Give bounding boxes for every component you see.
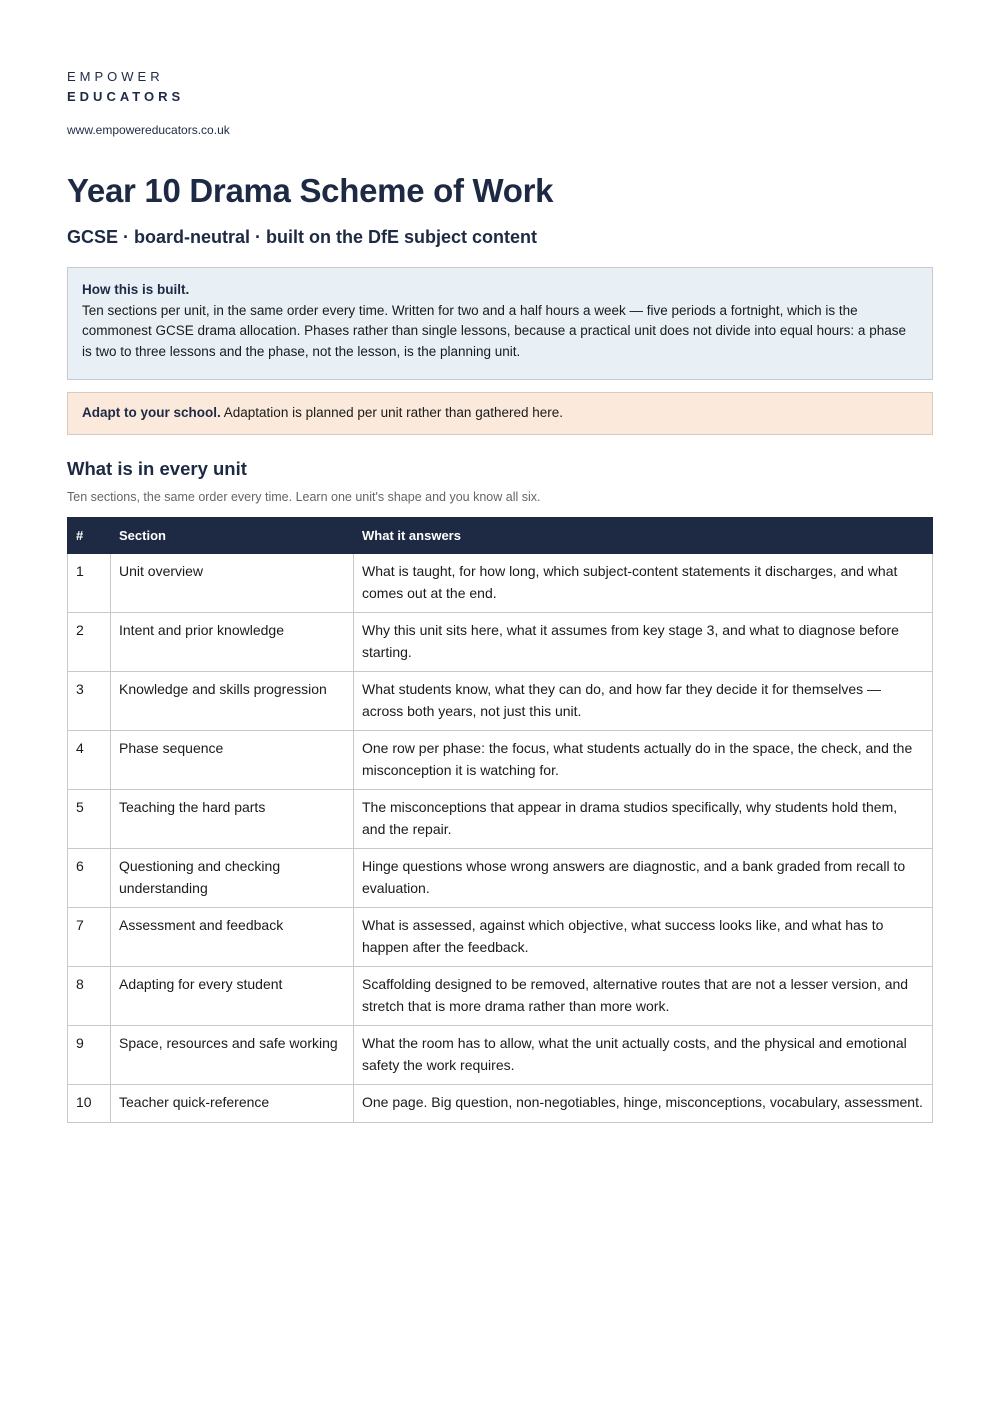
row-answers-cell: Why this unit sits here, what it assumes from key stage 3, and what to diagnose before starting. [354, 613, 933, 672]
brand-line2: EDUCATORS [67, 89, 185, 104]
row-section-cell: Questioning and checking understanding [111, 849, 354, 908]
adapt-box [67, 392, 933, 435]
table-row [68, 731, 933, 790]
table-row [68, 554, 933, 613]
every-unit-note: Ten sections, the same order every time. Learn one unit's shape and you know all six. [67, 490, 541, 504]
row-number-cell: 6 [68, 849, 111, 908]
row-section-cell: Phase sequence [111, 731, 354, 790]
row-number-cell: 4 [68, 731, 111, 790]
row-number-cell: 1 [68, 554, 111, 613]
row-number-cell: 3 [68, 672, 111, 731]
table-header-row [68, 518, 933, 554]
row-number-cell: 8 [68, 967, 111, 1026]
table-row [68, 613, 933, 672]
table-row [68, 908, 933, 967]
row-answers-cell: What is taught, for how long, which subject-content statements it discharges, and what comes out at the end. [354, 554, 933, 613]
row-answers-cell: What students know, what they can do, and how far they decide it for themselves — across both years, not just this unit. [354, 672, 933, 731]
row-section-cell: Teaching the hard parts [111, 790, 354, 849]
how-built-body: Ten sections per unit, in the same order every time. Written for two and a half hours a week — five periods a fortnight, which is the commonest GCSE drama allocation. Phases rather than single lessons, because a practical unit does not divide into equal hours: a phase is two to three lessons and the phase, not the lesson, is the planning unit. [82, 302, 906, 359]
column-header-section: Section [111, 518, 354, 554]
table-row [68, 1085, 933, 1123]
table-row [68, 672, 933, 731]
page-title: Year 10 Drama Scheme of Work [67, 172, 554, 209]
row-number-cell: 9 [68, 1026, 111, 1085]
row-section-cell: Knowledge and skills progression [111, 672, 354, 731]
row-answers-cell: Scaffolding designed to be removed, alternative routes that are not a lesser version, and stretch that is more drama rather than more work. [354, 967, 933, 1026]
row-answers-cell: One row per phase: the focus, what students actually do in the space, the check, and the misconception it is watching for. [354, 731, 933, 790]
row-number-cell: 2 [68, 613, 111, 672]
row-number-cell: 10 [68, 1085, 111, 1123]
row-number-cell: 5 [68, 790, 111, 849]
column-header-number: # [68, 518, 111, 554]
row-answers-cell: Hinge questions whose wrong answers are diagnostic, and a bank graded from recall to evaluation. [354, 849, 933, 908]
table-row [68, 967, 933, 1026]
table-body [68, 554, 933, 1123]
site-url: www.empowereducators.co.uk [67, 123, 230, 137]
adapt-body: Adaptation is planned per unit rather than gathered here. [220, 405, 564, 420]
row-number-cell: 7 [68, 908, 111, 967]
brand-line1: EMPOWER [67, 69, 164, 84]
how-built-box [67, 267, 933, 380]
row-section-cell: Teacher quick-reference [111, 1085, 354, 1123]
row-answers-cell: One page. Big question, non-negotiables, hinge, misconceptions, vocabulary, assessment. [354, 1085, 933, 1123]
page-subtitle: GCSE · board-neutral · built on the DfE subject content [67, 227, 538, 247]
row-section-cell: Unit overview [111, 554, 354, 613]
table-row [68, 1026, 933, 1085]
row-answers-cell: What the room has to allow, what the unit actually costs, and the physical and emotional safety the work requires. [354, 1026, 933, 1085]
sections-table [67, 517, 933, 1123]
every-unit-heading: What is in every unit [67, 458, 247, 479]
row-section-cell: Assessment and feedback [111, 908, 354, 967]
row-answers-cell: The misconceptions that appear in drama studios specifically, why students hold them, and the repair. [354, 790, 933, 849]
row-section-cell: Intent and prior knowledge [111, 613, 354, 672]
row-section-cell: Space, resources and safe working [111, 1026, 354, 1085]
row-answers-cell: What is assessed, against which objective, what success looks like, and what has to happen after the feedback. [354, 908, 933, 967]
table-row [68, 790, 933, 849]
how-built-heading: How this is built. [82, 282, 190, 297]
adapt-lead: Adapt to your school. [82, 405, 221, 420]
column-header-answers: What it answers [354, 518, 933, 554]
table-row [68, 849, 933, 908]
row-section-cell: Adapting for every student [111, 967, 354, 1026]
brand-logo [67, 0, 933, 106]
